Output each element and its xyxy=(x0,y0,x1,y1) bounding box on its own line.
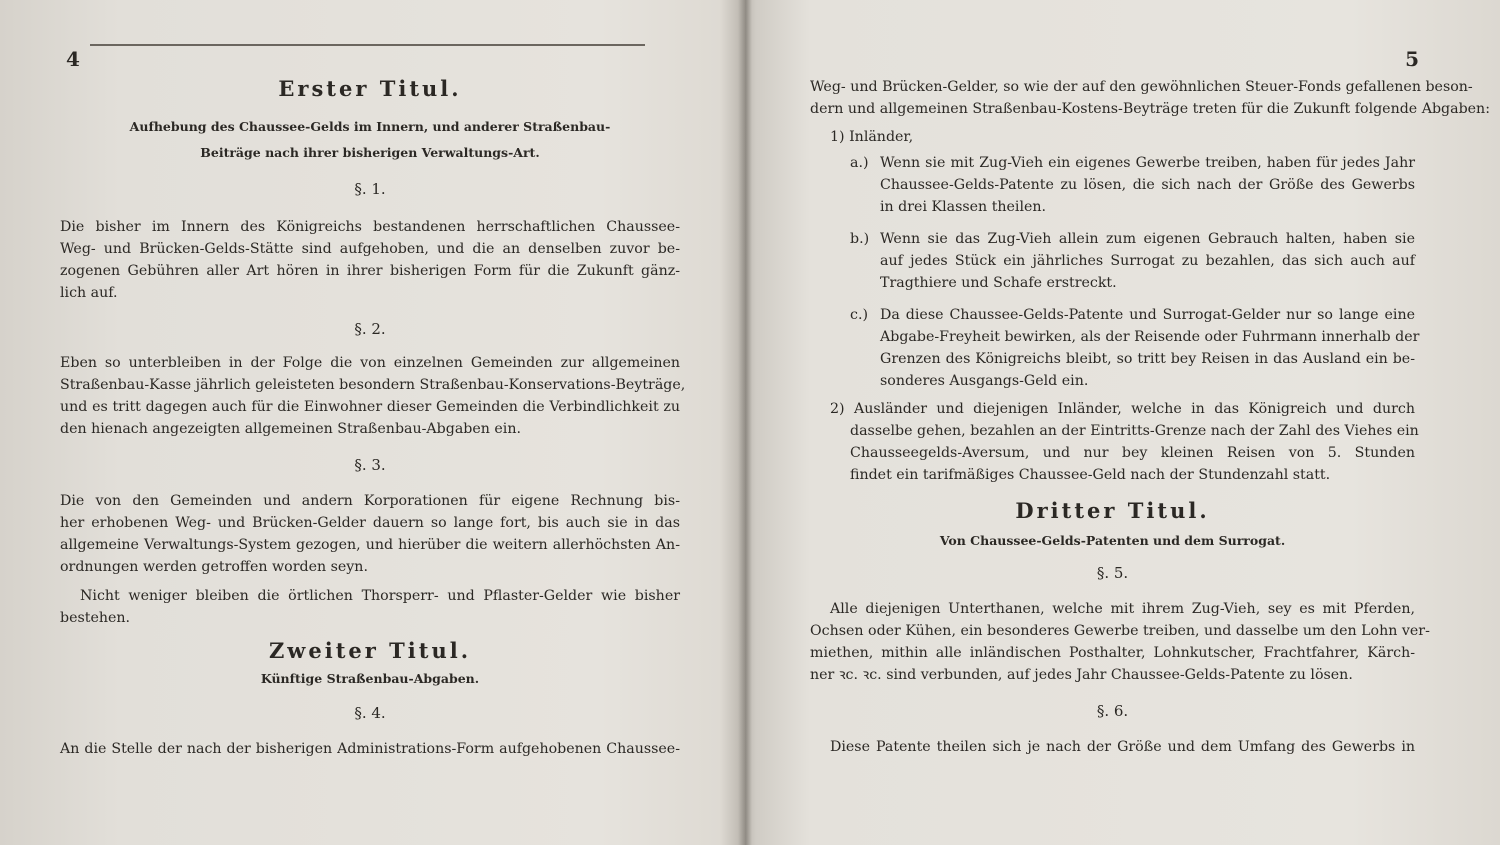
page-number: 5 xyxy=(1405,47,1419,71)
text-line: Die bisher im Innern des Königreichs bestandenen herrschaftlichen Chaussee- xyxy=(60,219,680,235)
text-line: miethen, mithin alle inländischen Posthalter, Lohnkutscher, Frachtfahrer, Kärch- xyxy=(810,645,1415,661)
text-line: lich auf. xyxy=(60,285,118,301)
text-line: den hienach angezeigten allgemeinen Straßenbau-Abgaben ein. xyxy=(60,421,521,437)
text-line: ordnungen werden getroffen worden seyn. xyxy=(60,559,368,575)
text-line: Eben so unterbleiben in der Folge die von einzelnen Gemeinden zur allgemeinen xyxy=(60,355,680,371)
text-line: bestehen. xyxy=(60,610,131,626)
item-c xyxy=(850,304,1420,392)
text-line: dasselbe gehen, bezahlen an der Eintritts-Grenze nach der Zahl des Viehes ein xyxy=(850,423,1419,439)
section-label-2: §. 2. xyxy=(354,320,386,338)
subtitle-2: Künftige Straßenbau-Abgaben. xyxy=(260,671,480,686)
text-line: Grenzen des Königreichs bleibt, so tritt bey Reisen in das Ausland ein be- xyxy=(880,351,1415,367)
header-rule xyxy=(90,44,645,46)
text-line: her erhobenen Weg- und Brücken-Gelder dauern so lange fort, bis auch sie in das xyxy=(60,515,680,531)
subtitle-1 xyxy=(60,114,680,166)
text-line: findet ein tarifmäßiges Chaussee-Geld nach der Stundenzahl statt. xyxy=(850,467,1331,483)
text-line: An die Stelle der nach der bisherigen Administrations-Form aufgehobenen Chaussee- xyxy=(60,741,680,757)
item-2 xyxy=(830,398,1419,486)
title-3: Dritter Titul. xyxy=(1015,498,1210,523)
section-label-1: §. 1. xyxy=(354,180,386,198)
section-label-5: §. 5. xyxy=(1096,564,1129,582)
text-line: Wenn sie mit Zug-Vieh ein eigenes Gewerbe treiben, haben für jedes Jahr xyxy=(880,155,1415,171)
book-gutter xyxy=(738,0,752,845)
item-letter: a.) xyxy=(850,155,869,171)
text-line: allgemeine Verwaltungs-System gezogen, und hierüber die weitern allerhöchsten An- xyxy=(60,537,680,553)
text-line: in drei Klassen theilen. xyxy=(880,199,1047,215)
text-line: 1) Inländer, xyxy=(830,129,914,145)
text-line: zogenen Gebühren aller Art hören in ihrer bisherigen Form für die Zukunft gänz- xyxy=(60,263,680,279)
section-4-text xyxy=(60,738,680,760)
right-page xyxy=(810,0,1490,845)
text-line: Nicht weniger bleiben die örtlichen Thorsperr- und Pflaster-Gelder wie bisher xyxy=(80,588,680,604)
item-a xyxy=(850,152,1415,218)
text-line: Weg- und Brücken-Gelder, so wie der auf den gewöhnlichen Steuer-Fonds gefallenen beson- xyxy=(810,79,1473,95)
text-line: Ochsen oder Kühen, ein besonderes Gewerbe treiben, und dasselbe um den Lohn ver- xyxy=(810,623,1430,639)
text-line: Abgabe-Freyheit bewirken, als der Reisende oder Fuhrmann innerhalb der xyxy=(880,329,1420,345)
item-b xyxy=(850,228,1415,294)
text-line: Da diese Chaussee-Gelds-Patente und Surrogat-Gelder nur so lange eine xyxy=(880,307,1415,323)
title-2: Zweiter Titul. xyxy=(268,638,472,663)
text-line: 2) Ausländer und diejenigen Inländer, welche in das Königreich und durch xyxy=(830,401,1415,417)
section-5-text xyxy=(810,598,1430,686)
text-line: Straßenbau-Kasse jährlich geleisteten besondern Straßenbau-Konservations-Beyträge, xyxy=(60,377,686,393)
intro-text xyxy=(810,76,1490,120)
text-line: sonderes Ausgangs-Geld ein. xyxy=(880,373,1089,389)
section-label-6: §. 6. xyxy=(1096,702,1129,720)
section-2-text xyxy=(60,352,686,440)
section-3b-text xyxy=(60,585,680,629)
item-letter: b.) xyxy=(850,231,870,247)
section-3-text xyxy=(60,490,680,578)
item-1-label xyxy=(830,126,913,148)
section-1-text xyxy=(60,216,680,304)
section-6-text xyxy=(810,736,1415,758)
subtitle-1-line: Aufhebung des Chaussee-Gelds im Innern, und anderer Straßenbau- xyxy=(129,119,611,134)
text-line: auf jedes Stück ein jährliches Surrogat zu bezahlen, das sich auch auf xyxy=(880,253,1415,269)
text-line: dern und allgemeinen Straßenbau-Kostens-Beyträge treten für die Zukunft folgende Abgaben: xyxy=(810,101,1490,117)
left-page xyxy=(60,0,686,845)
text-line: Alle diejenigen Unterthanen, welche mit ihrem Zug-Vieh, sey es mit Pferden, xyxy=(830,601,1415,617)
text-line: Chausseegelds-Aversum, und nur bey kleinen Reisen von 5. Stunden xyxy=(850,445,1415,461)
subtitle-1-line: Beiträge nach ihrer bisherigen Verwaltungs-Art. xyxy=(200,145,540,160)
text-line: ner ꝛc. ꝛc. sind verbunden, auf jedes Jahr Chaussee-Gelds-Patente zu lösen. xyxy=(810,667,1353,683)
page-number: 4 xyxy=(66,47,80,71)
subtitle-3: Von Chaussee-Gelds-Patenten und dem Surrogat. xyxy=(939,533,1286,548)
item-letter: c.) xyxy=(850,307,868,323)
text-line: Tragthiere und Schafe erstreckt. xyxy=(880,275,1117,291)
title-1: Erster Titul. xyxy=(278,76,462,101)
text-line: Die von den Gemeinden und andern Korporationen für eigene Rechnung bis- xyxy=(60,493,680,509)
text-line: und es tritt dagegen auch für die Einwohner dieser Gemeinden die Verbindlichkeit zu xyxy=(60,399,680,415)
section-label-3: §. 3. xyxy=(354,456,386,474)
text-line: Weg- und Brücken-Gelds-Stätte sind aufgehoben, und die an denselben zuvor be- xyxy=(60,241,680,257)
text-line: Wenn sie das Zug-Vieh allein zum eigenen Gebrauch halten, haben sie xyxy=(880,231,1415,247)
section-label-4: §. 4. xyxy=(354,704,386,722)
text-line: Diese Patente theilen sich je nach der Größe und dem Umfang des Gewerbs in xyxy=(830,739,1415,755)
text-line: Chaussee-Gelds-Patente zu lösen, die sich nach der Größe des Gewerbs xyxy=(880,177,1415,193)
